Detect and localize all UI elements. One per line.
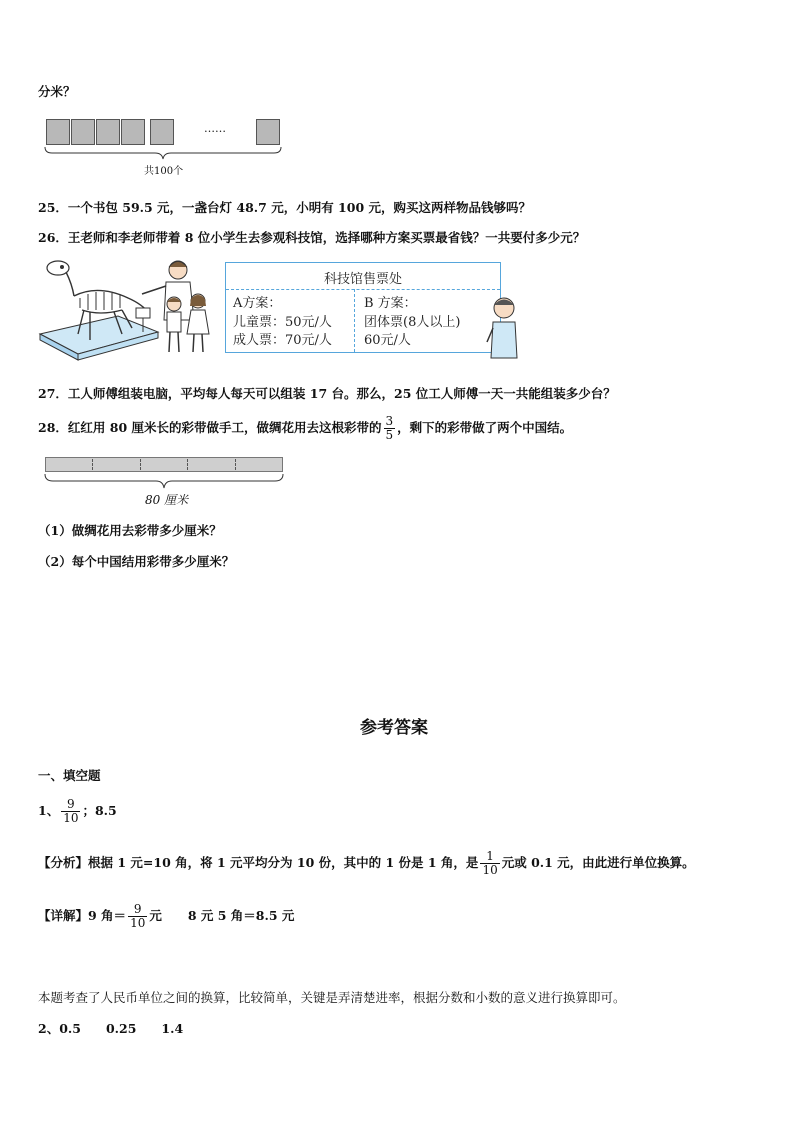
ticket-divider xyxy=(226,289,500,290)
q24-box xyxy=(150,119,174,145)
answer-1 xyxy=(38,796,117,826)
plan-b-price: 60元/人 xyxy=(364,333,411,348)
answer-key-title: 参考答案 xyxy=(360,718,428,738)
detail-fraction-denominator: 10 xyxy=(130,916,146,930)
q24-brace-label: 共100个 xyxy=(144,166,184,177)
question-25: 25．一个书包 59.5 元，一盏台灯 48.7 元，小明有 100 元，购买这两样物品钱够吗？ xyxy=(38,200,531,215)
q28-fraction xyxy=(384,415,396,442)
ribbon-brace xyxy=(44,473,284,489)
answer-section-heading: 一、填空题 xyxy=(38,768,101,783)
ribbon-segment-divider xyxy=(187,459,188,470)
detail-fraction-numerator: 9 xyxy=(133,902,142,916)
question-26: 26．王老师和李老师带着 8 位小学生去参观科技馆，选择哪种方案买票最省钱？一共要付多少元？ xyxy=(38,230,586,245)
ribbon-segment-divider xyxy=(140,459,141,470)
question-28-sub-1: （1）做绸花用去彩带多少厘米？ xyxy=(38,523,222,538)
q24-box xyxy=(256,119,280,145)
question-28-text: 28．红红用 80 厘米长的彩带做手工，做绸花用去这根彩带的 xyxy=(38,420,382,435)
analysis-fraction-denominator: 10 xyxy=(482,863,498,877)
answer-1-number: 1、 xyxy=(38,803,60,818)
plan-a-label: A方案： xyxy=(233,296,282,311)
answer-1-fraction-denominator: 10 xyxy=(63,811,79,825)
question-28 xyxy=(38,413,572,443)
q24-box xyxy=(46,119,70,145)
detail-unit: 元 xyxy=(149,908,162,923)
plan-a-child-price: 儿童票：50元/人 xyxy=(233,315,332,330)
answer-1-rest: ；8.5 xyxy=(82,803,117,818)
detail-text-end: 8 元 5 角＝8.5 元 xyxy=(187,908,295,923)
ribbon-segment-divider xyxy=(92,459,93,470)
detail-text: 【详解】9 角＝ xyxy=(38,908,127,923)
q24-box xyxy=(96,119,120,145)
question-28-sub-2: （2）每个中国结用彩带多少厘米？ xyxy=(38,554,235,569)
answer-1-fraction xyxy=(61,798,80,825)
plan-a-adult-price: 成人票：70元/人 xyxy=(233,333,332,348)
q24-ellipsis: …… xyxy=(204,122,226,135)
q24-brace xyxy=(44,146,282,160)
analysis-text: 【分析】根据 1 元=10 角，将 1 元平均分为 10 份，其中的 1 份是 1 角，是 xyxy=(38,855,479,870)
q24-continuation: 分米？ xyxy=(38,84,76,99)
ribbon-length-label: 80 厘米 xyxy=(145,493,189,507)
plan-b-group: 团体票(8人以上) xyxy=(364,315,461,330)
analysis-text-end: 元或 0.1 元，由此进行单位换算。 xyxy=(501,855,695,870)
question-28-text-end: ，剩下的彩带做了两个中国结。 xyxy=(397,420,573,435)
answer-1-fraction-numerator: 9 xyxy=(67,797,75,811)
q28-fraction-numerator: 3 xyxy=(385,414,394,428)
detail-fraction xyxy=(128,903,147,930)
answer-1-summary: 本题考查了人民币单位之间的换算，比较简单，关键是弄清楚进率，根据分数和小数的意义进行换算即可。 xyxy=(38,990,626,1005)
museum-illustration xyxy=(38,254,224,362)
q28-fraction-denominator: 5 xyxy=(385,428,394,442)
answer-2: 2、0.5 0.25 1.4 xyxy=(38,1021,184,1036)
ribbon-segment-divider xyxy=(235,459,236,470)
answer-1-detail xyxy=(38,901,294,931)
analysis-fraction-numerator: 1 xyxy=(486,849,494,863)
ticket-board-title: 科技馆售票处 xyxy=(323,272,402,287)
ticket-seller-illustration xyxy=(485,294,519,360)
ticket-board xyxy=(225,262,501,353)
ribbon-diagram xyxy=(45,457,283,472)
q24-box xyxy=(71,119,95,145)
question-27: 27．工人师傅组装电脑，平均每人每天可以组装 17 台。那么，25 位工人师傅一天一共能组装多少台？ xyxy=(38,386,616,401)
ticket-divider xyxy=(354,289,355,352)
analysis-fraction xyxy=(480,850,499,877)
plan-b-label: B 方案： xyxy=(364,296,417,311)
answer-1-analysis xyxy=(38,848,695,878)
q24-box xyxy=(121,119,145,145)
